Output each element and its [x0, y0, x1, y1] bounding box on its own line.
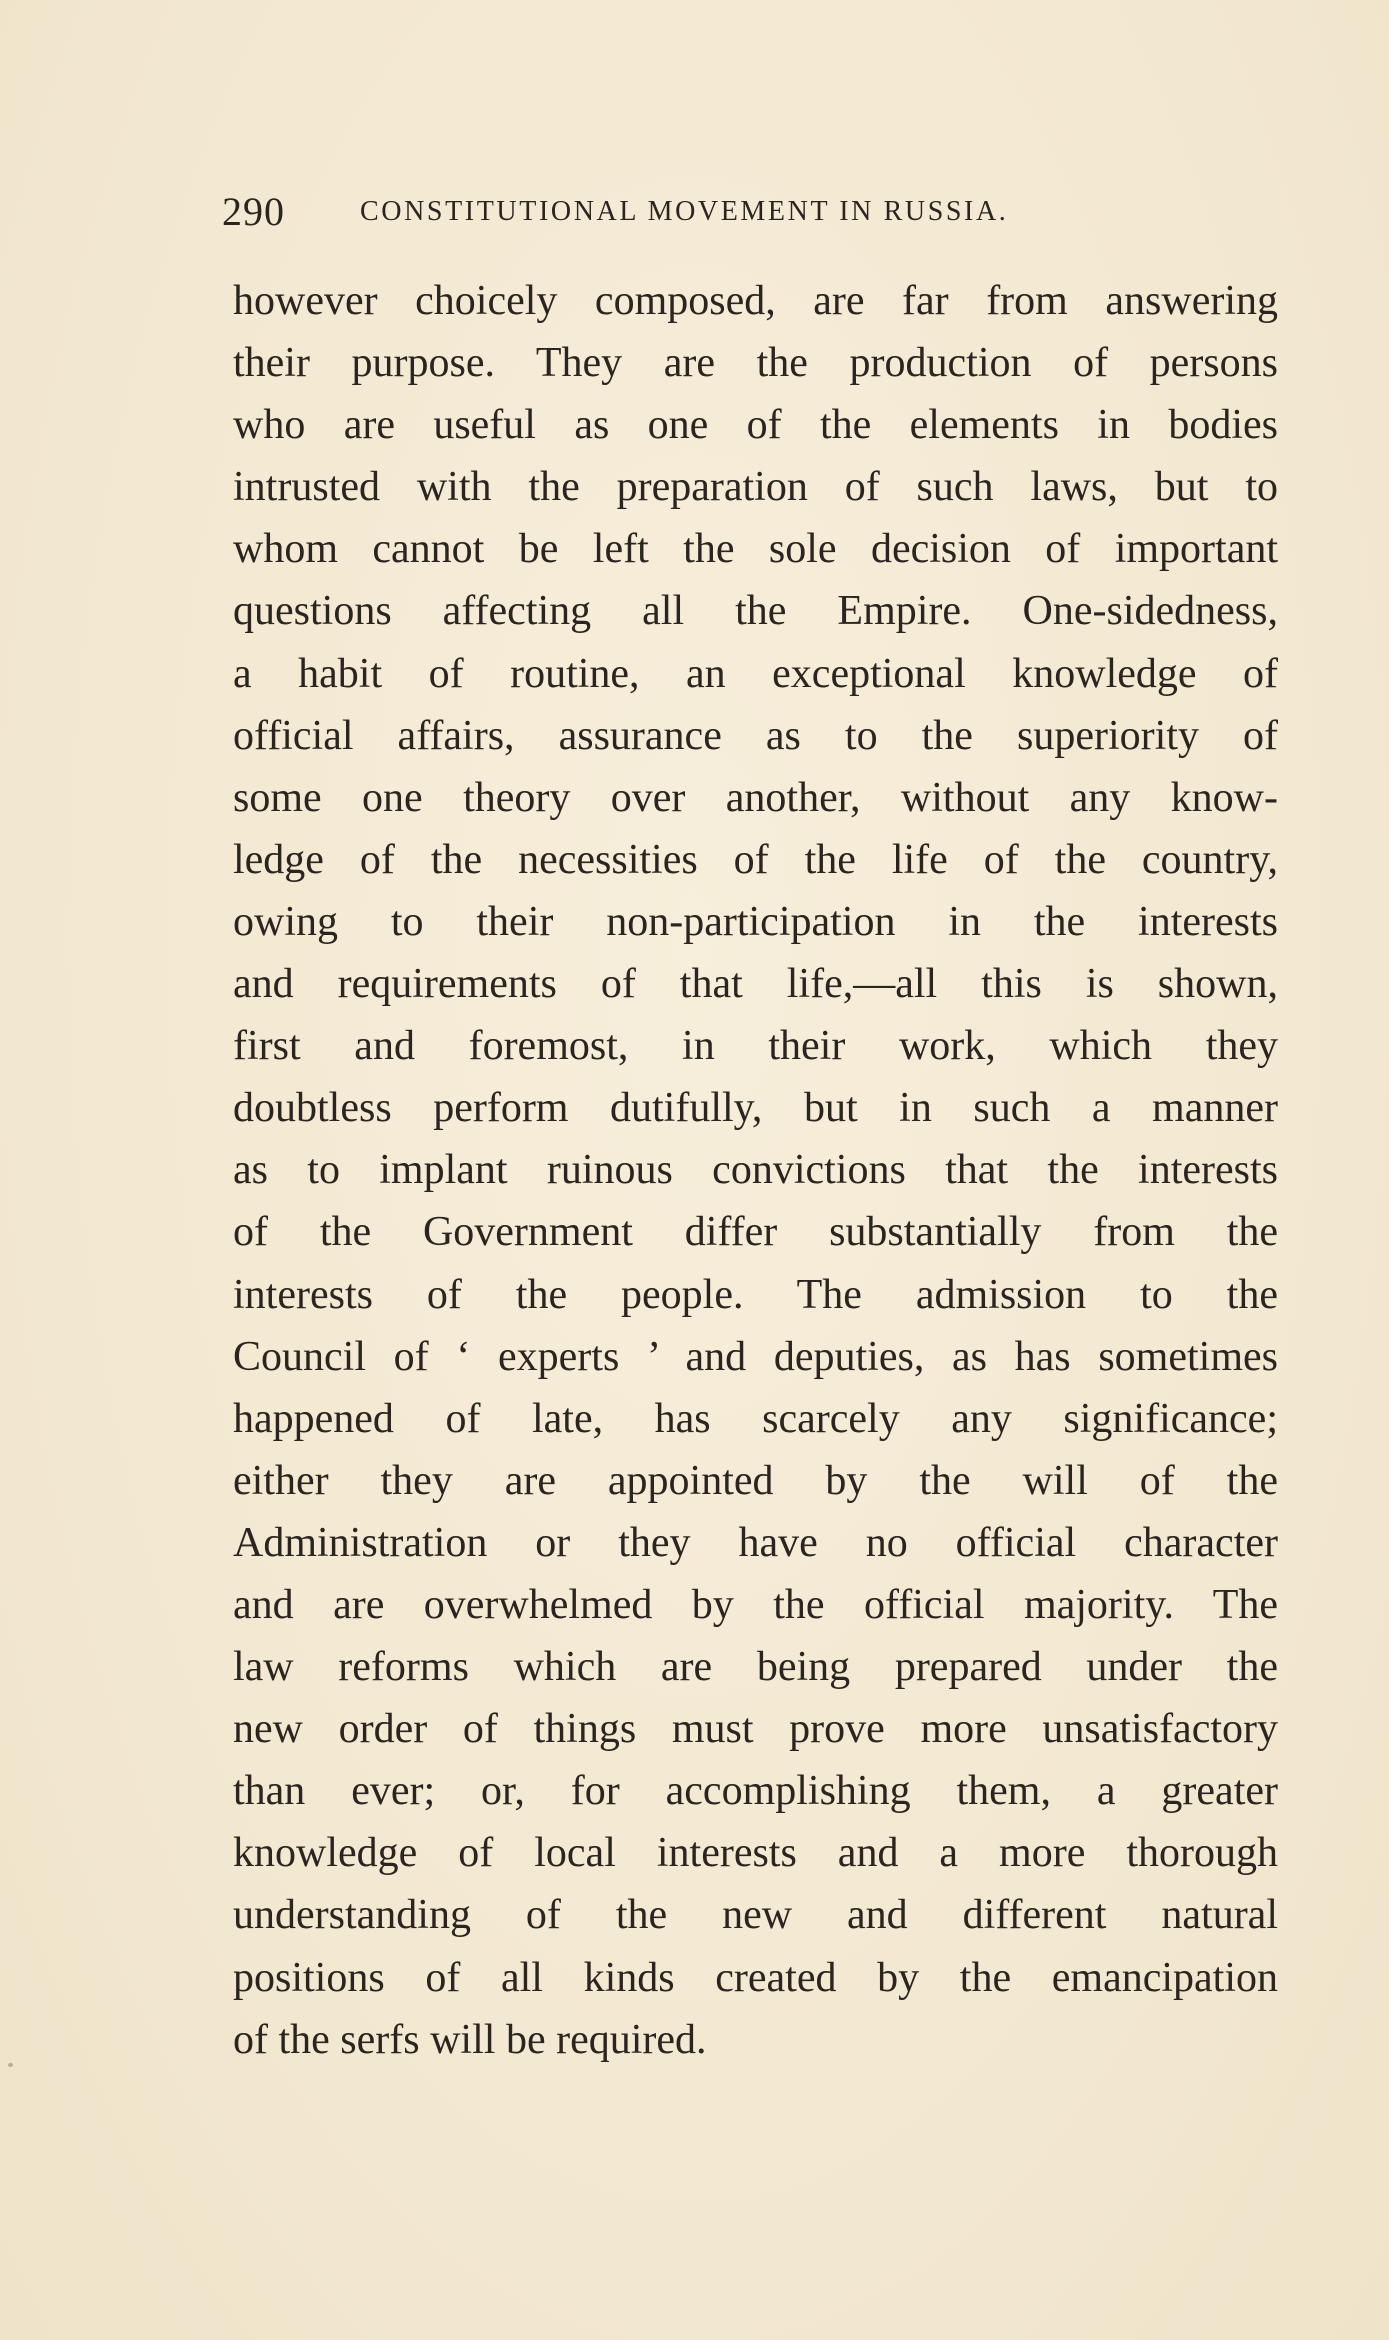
text-line: ledge of the necessities of the life of the country, — [233, 836, 1278, 883]
text-line: owing to their non-participation in the interests — [233, 898, 1278, 945]
text-line: questions affecting all the Empire. One-sidedness, — [233, 588, 1278, 635]
text-line: and are overwhelmed by the official majority. The — [233, 1581, 1278, 1628]
text-line-last: of the serfs will be required. — [233, 2016, 707, 2063]
text-line: of the Government differ substantially from the — [233, 1209, 1278, 1256]
running-header — [222, 188, 1162, 238]
text-line: whom cannot be left the sole decision of important — [233, 526, 1278, 573]
paper-speck — [8, 2063, 13, 2067]
text-line: who are useful as one of the elements in bodies — [233, 402, 1278, 449]
text-line: Administration or they have no official character — [233, 1519, 1278, 1566]
text-line: new order of things must prove more unsatisfactory — [233, 1706, 1278, 1753]
text-line: law reforms which are being prepared under the — [233, 1644, 1278, 1691]
page-number: 290 — [222, 189, 285, 234]
text-line: as to implant ruinous convictions that the interests — [233, 1147, 1278, 1194]
text-line: understanding of the new and different natural — [233, 1892, 1278, 1939]
text-line: than ever; or, for accomplishing them, a greater — [233, 1768, 1278, 1815]
text-line: and requirements of that life,—all this is shown, — [233, 961, 1278, 1008]
text-line: however choicely composed, are far from answering — [233, 278, 1278, 324]
text-line: either they are appointed by the will of the — [233, 1457, 1278, 1504]
text-line: Council of ‘ experts ’ and deputies, as has sometimes — [233, 1333, 1278, 1380]
text-line: their purpose. They are the production of persons — [233, 340, 1278, 387]
text-line: knowledge of local interests and a more thorough — [233, 1830, 1278, 1877]
text-line: interests of the people. The admission to the — [233, 1271, 1278, 1318]
text-line: intrusted with the preparation of such laws, but to — [233, 464, 1278, 511]
text-line: doubtless perform dutifully, but in such a manner — [233, 1085, 1278, 1132]
body-paragraph — [233, 270, 1278, 2071]
text-line: happened of late, has scarcely any significance; — [233, 1395, 1278, 1442]
text-line: first and foremost, in their work, which they — [233, 1023, 1278, 1070]
text-line: positions of all kinds created by the emancipation — [233, 1954, 1278, 2001]
text-line: some one theory over another, without any know- — [233, 774, 1278, 821]
text-line: official affairs, assurance as to the superiority of — [233, 712, 1278, 759]
text-line: a habit of routine, an exceptional knowledge of — [233, 650, 1278, 697]
running-title: CONSTITUTIONAL MOVEMENT IN RUSSIA. — [360, 196, 1009, 227]
